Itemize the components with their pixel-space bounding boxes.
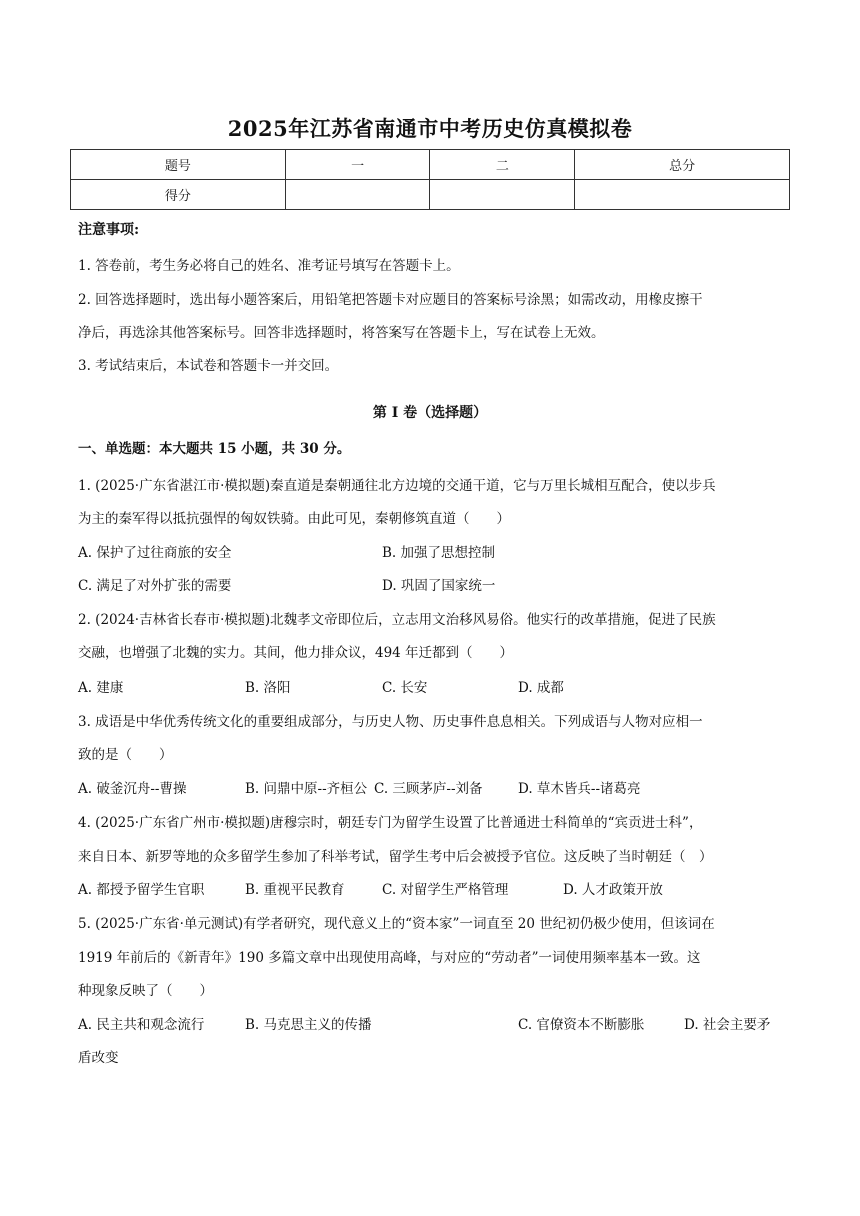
question-text: 种现象反映了（ ） (78, 983, 213, 999)
score-cell (285, 180, 430, 210)
option-a[interactable]: A. 都授予留学生官职 (78, 882, 205, 898)
notice-item: 2. 回答选择题时，选出每小题答案后，用铅笔把答题卡对应题目的答案标号涂黑；如需改动，用橡皮擦干 (78, 292, 703, 308)
question-text: 3. 成语是中华优秀传统文化的重要组成部分，与历史人物、历史事件息息相关。下列成语与人物对应相一 (78, 714, 703, 730)
question-text: 1. (2025·广东省湛江市·模拟题)秦直道是秦朝通往北方边境的交通干道，它与万里长城相互配合，使以步兵 (78, 478, 716, 494)
question-text: 致的是（ ） (78, 747, 173, 763)
question-text: 为主的秦军得以抵抗强悍的匈奴铁骑。由此可见，秦朝修筑直道（ ） (78, 511, 510, 527)
option-c[interactable]: C. 对留学生严格管理 (382, 882, 509, 898)
option-a[interactable]: A. 保护了过往商旅的安全 (78, 545, 232, 561)
exam-title: 2025年江苏省南通市中考历史仿真模拟卷 (227, 116, 633, 141)
notice-item: 净后，再选涂其他答案标号。回答非选择题时，将答案写在答题卡上，写在试卷上无效。 (78, 325, 605, 341)
header-cell: 二 (430, 150, 575, 180)
option-d[interactable]: D. 人才政策开放 (563, 882, 663, 898)
score-table-row (71, 180, 790, 210)
option-a[interactable]: A. 民主共和观念流行 (78, 1017, 205, 1033)
question-text: 来自日本、新罗等地的众多留学生参加了科举考试，留学生考中后会被授予官位。这反映了当时朝廷（ ） (78, 849, 713, 865)
option-a[interactable]: A. 建康 (78, 680, 124, 696)
option-c[interactable]: C. 三顾茅庐--刘备 (374, 781, 483, 797)
option-d[interactable]: D. 巩固了国家统一 (382, 578, 496, 594)
score-cell (575, 180, 790, 210)
option-b[interactable]: B. 洛阳 (245, 680, 291, 696)
option-c[interactable]: C. 满足了对外扩张的需要 (78, 578, 232, 594)
option-b[interactable]: B. 问鼎中原--齐桓公 (245, 781, 368, 797)
score-cell (430, 180, 575, 210)
option-a[interactable]: A. 破釜沉舟--曹操 (78, 781, 187, 797)
option-d[interactable]: D. 成都 (518, 680, 564, 696)
option-c[interactable]: C. 长安 (382, 680, 428, 696)
notice-item: 1. 答卷前，考生务必将自己的姓名、准考证号填写在答题卡上。 (78, 258, 460, 274)
question-text: 5. (2025·广东省·单元测试)有学者研究，现代意义上的“资本家”一词直至 20 世纪初仍极少使用，但该词在 (78, 916, 715, 932)
option-c[interactable]: C. 官僚资本不断膨胀 (518, 1017, 645, 1033)
option-d-continued: 盾改变 (78, 1050, 119, 1066)
header-cell: 总分 (575, 150, 790, 180)
option-b[interactable]: B. 马克思主义的传播 (245, 1017, 372, 1033)
header-cell: 一 (285, 150, 430, 180)
section-heading: 一、单选题：本大题共 15 小题，共 30 分。 (78, 441, 351, 457)
question-text: 4. (2025·广东省广州市·模拟题)唐穆宗时，朝廷专门为留学生设置了比普通进士科简单的“宾贡进士科”， (78, 815, 703, 831)
question-text: 2. (2024·吉林省长春市·模拟题)北魏孝文帝即位后，立志用文治移风易俗。他实行的改革措施，促进了民族 (78, 612, 716, 628)
option-b[interactable]: B. 加强了思想控制 (382, 545, 496, 561)
section-title: 第 I 卷（选择题） (372, 405, 488, 421)
option-d[interactable]: D. 草木皆兵--诸葛亮 (518, 781, 641, 797)
header-cell: 题号 (71, 150, 286, 180)
option-b[interactable]: B. 重视平民教育 (245, 882, 345, 898)
notice-item: 3. 考试结束后，本试卷和答题卡一并交回。 (78, 358, 339, 374)
score-table (70, 149, 790, 210)
question-text: 1919 年前后的《新青年》190 多篇文章中出现使用高峰，与对应的“劳动者”一词使用频率基本一致。这 (78, 950, 701, 966)
question-text: 交融，也增强了北魏的实力。其间，他力排众议，494 年迁都到（ ） (78, 645, 514, 661)
notice-heading: 注意事项: (78, 222, 140, 238)
option-d[interactable]: D. 社会主要矛 (684, 1017, 771, 1033)
score-label-cell: 得分 (71, 180, 286, 210)
score-table-header-row (71, 150, 790, 180)
